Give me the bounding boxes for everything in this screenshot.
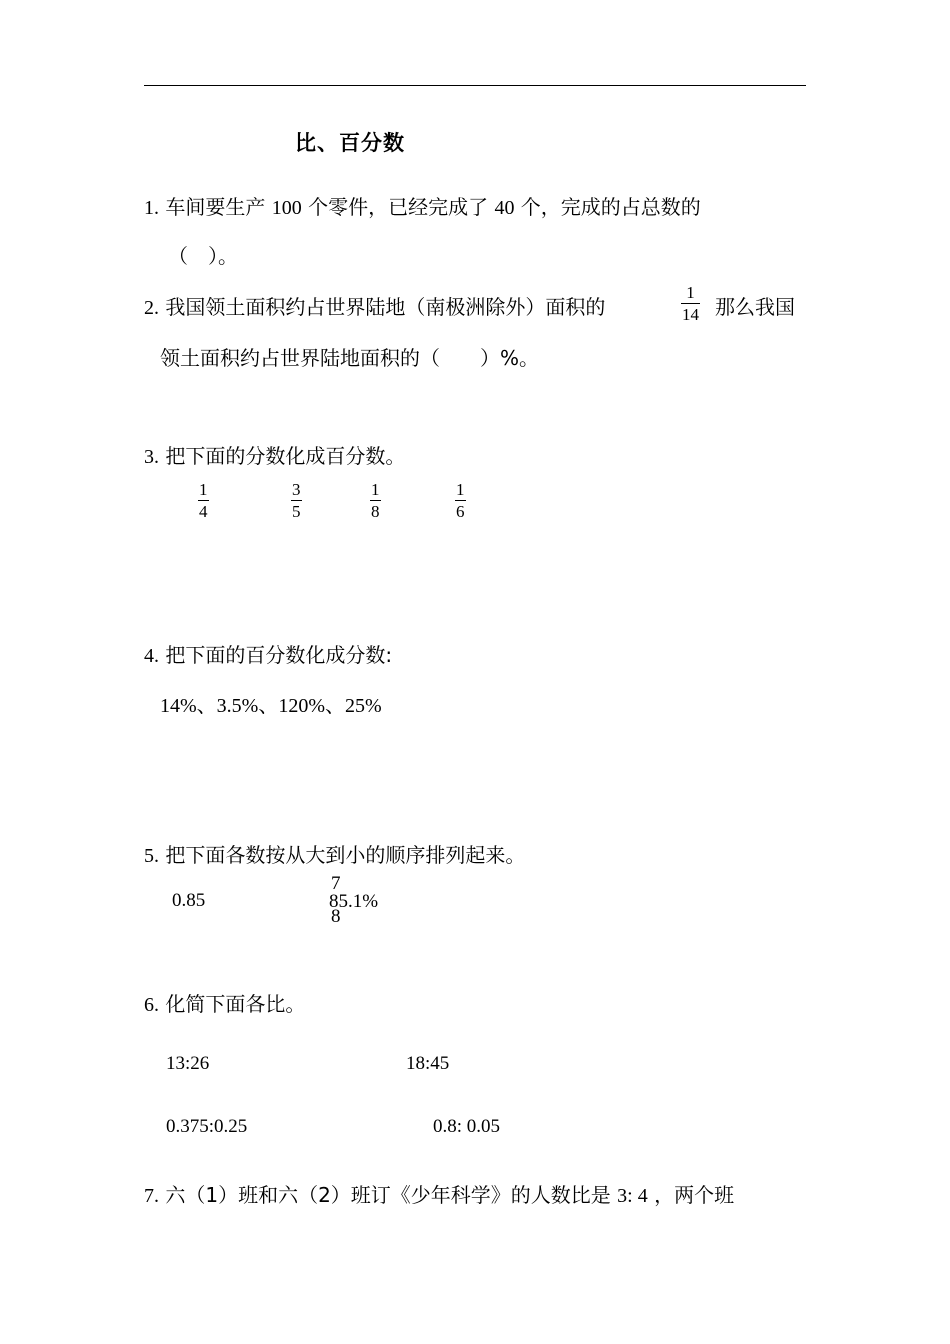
fraction-denominator: 14 [682,305,699,324]
question-text: 个零件，已经完成了 [308,195,489,219]
percent-list: 14%、3.5%、120%、25% [160,695,382,717]
question-text: ，两个班 [654,1183,735,1207]
question-4 [144,639,392,668]
ratio-value: 3: 4 [617,1185,648,1207]
ratio-1: 13:26 [166,1053,210,1074]
question-number: 7. [144,1185,159,1207]
fraction-denominator: 5 [292,502,301,521]
fraction [198,480,209,521]
question-1 [144,191,701,220]
fraction [370,480,381,521]
question-text: 把下面的分数化成百分数。 [165,444,406,468]
question-5 [144,839,525,868]
fraction-numerator: 1 [371,480,380,499]
question-6 [144,988,305,1017]
ratio-3: 0.375:0.25 [166,1116,248,1137]
page-title: 比、百分数 [295,131,405,155]
number-value: 40 [494,197,515,219]
fraction-denominator: 4 [199,502,208,521]
fraction [291,480,302,521]
question-text: 化简下面各比。 [165,992,306,1016]
question-3 [144,440,405,469]
question-number: 4. [144,645,159,667]
question-number: 6. [144,994,159,1016]
value-decimal: 0.85 [172,890,206,911]
fraction-bar [681,303,700,304]
fraction-numerator: 1 [199,480,208,499]
fraction-numerator: 7 [331,873,341,894]
fraction-bar [370,500,381,501]
question-text: 六（1）班和六（2）班订《少年科学》的人数比是 [165,1183,611,1207]
fraction-denominator: 6 [456,502,465,521]
question-number: 1. [144,197,159,219]
fraction-numerator: 1 [686,283,695,302]
question-text: 把下面的百分数化成分数: [165,643,393,667]
question-text: 个，完成的占总数的 [520,195,701,219]
question-7 [144,1179,734,1208]
fraction-denominator: 8 [371,502,380,521]
value-percent: 85.1% [329,891,379,912]
question-2-text-tail: 那么我国 [715,295,795,319]
fraction-numerator: 1 [456,480,465,499]
fraction-bar [291,500,302,501]
question-2-line-2: 领土面积约占世界陆地面积的（ ）%。 [160,346,540,370]
question-text: 车间要生产 [165,195,266,219]
fraction-bar [455,500,466,501]
fraction [455,480,466,521]
question-number: 2. [144,297,159,319]
fraction-denominator: 8 [331,906,341,927]
ratio-4: 0.8: 0.05 [433,1116,501,1137]
fraction [681,283,700,324]
fraction-numerator: 3 [292,480,301,499]
question-1-answer-blank: （ ）。 [168,244,238,268]
question-text: 我国领土面积约占世界陆地（南极洲除外）面积的 [165,295,606,319]
question-text: 把下面各数按从大到小的顺序排列起来。 [165,843,526,867]
question-number: 5. [144,845,159,867]
fraction-bar [198,500,209,501]
header-rule [144,85,806,86]
ratio-2: 18:45 [406,1053,450,1074]
question-number: 3. [144,446,159,468]
question-2 [144,291,605,320]
number-value: 100 [271,197,302,219]
